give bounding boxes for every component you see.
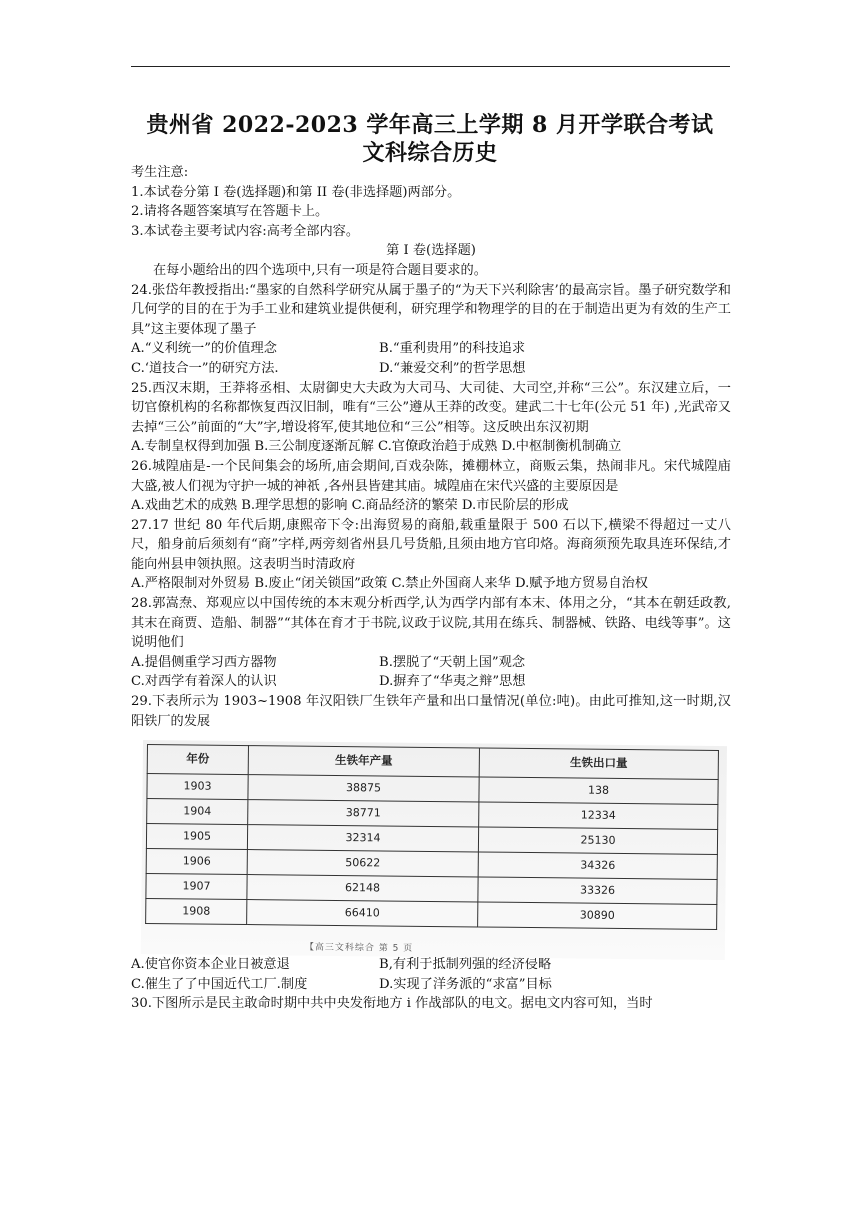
table-cell-export: 30890 bbox=[478, 902, 717, 930]
q29-table-image bbox=[145, 744, 719, 955]
q28-stem: 28.郭嵩焘、郑观应以中国传统的本末观分析西学,认为西学内部有本末、体用之分，“其本在朝廷政教,其末在商贾、造船、制器”“其体在育才于书院,议政于议院,其用在练兵、制器械、铁路、电线等事”。这说明他们 bbox=[131, 596, 731, 651]
table-cell-year: 1907 bbox=[146, 874, 247, 900]
top-rule bbox=[131, 66, 730, 67]
table-header-year: 年份 bbox=[147, 745, 248, 775]
q24-options-row2 bbox=[131, 359, 731, 379]
q24-option-d: D.“兼爱交利”的哲学思想 bbox=[379, 360, 526, 376]
table-cell-year: 1906 bbox=[146, 849, 247, 875]
table-cell-year: 1903 bbox=[147, 774, 248, 800]
exam-title: 贵州省 2022-2023 学年高三上学期 8 月开学联合考试 bbox=[146, 112, 714, 138]
q29-option-d: D.实现了洋务派的“求富”目标 bbox=[379, 976, 552, 992]
exam-body bbox=[131, 163, 731, 1014]
table-cell-year: 1908 bbox=[146, 899, 247, 925]
q30-stem: 30.下图所示是民主敢命时期中共中央发衔地方 i 作战部队的电文。据电文内容可知，当时 bbox=[131, 996, 653, 1012]
table-cell-export: 34326 bbox=[478, 852, 717, 880]
table-cell-output: 32314 bbox=[247, 825, 478, 852]
q29-table bbox=[145, 744, 719, 930]
q27-options: A.严格限制对外贸易 B.废止“闭关锁国”政策 C.禁止外国商人来华 D.赋予地方贸易自治权 bbox=[131, 576, 648, 592]
q24-option-b: B.“重利贵用”的科技追求 bbox=[379, 341, 526, 357]
section-title: 第 I 卷(选择题) bbox=[386, 243, 476, 259]
q29-option-a: A.使官你资本企业日被意退 bbox=[131, 957, 290, 973]
table-cell-output: 62148 bbox=[247, 875, 478, 902]
q24-option-a: A.“义利统一”的价值理念 bbox=[131, 341, 277, 357]
table-cell-year: 1904 bbox=[147, 799, 248, 825]
q29-option-b: B,有利于抵制列强的经济侵略 bbox=[379, 957, 552, 973]
q28-option-b: B.摆脱了“天朝上国”观念 bbox=[379, 654, 526, 670]
q27-stem: 27.17 世纪 80 年代后期,康熙帝下令:出海贸易的商船,载重量限于 500 石以下,横梁不得超过一丈八尺，船身前后须刻有“商”字样,两旁刻省州县几号货船,且须由地方官印烙。海商须预先取具连环保结,才能向州县申领执照。这表明当时清政府 bbox=[131, 517, 731, 572]
q28-option-d: D.摒弃了“华夷之辩”思想 bbox=[379, 674, 526, 690]
notice-item-3: 3.本试卷主要考试内容:高考全部内容。 bbox=[131, 223, 360, 239]
q26-options: A.戏曲艺术的成熟 B.理学思想的影响 C.商品经济的繁荣 D.市民阶层的形成 bbox=[131, 498, 569, 514]
notice-heading: 考生注意: bbox=[131, 165, 189, 180]
table-cell-export: 12334 bbox=[479, 802, 718, 830]
section-instruction: 在每小题给出的四个选项中,只有一项是符合题目要求的。 bbox=[153, 262, 487, 278]
table-cell-export: 33326 bbox=[478, 877, 717, 905]
q29-stem: 29.下表所示为 1903~1908 年汉阳铁厂生铁年产量和出口量情况(单位:吨)。由此可推知,这一时期,汉阳铁厂的发展 bbox=[131, 694, 731, 729]
table-header-output: 生铁年产量 bbox=[248, 746, 479, 777]
table-footer-smudge: 【高三文科综合 第 5 页 bbox=[304, 943, 414, 955]
q29-options-row2 bbox=[131, 975, 731, 995]
q28-options-row2 bbox=[131, 672, 731, 692]
q25-options: A.专制皇权得到加强 B.三公制度逐渐瓦解 C.官僚政治趋于成熟 D.中枢制衡机制确立 bbox=[131, 439, 622, 455]
q28-options-row1 bbox=[131, 653, 731, 673]
exam-subtitle: 文科综合历史 bbox=[362, 140, 498, 166]
notice-item-1: 1.本试卷分第 I 卷(选择题)和第 II 卷(非选择题)两部分。 bbox=[131, 184, 461, 200]
table-cell-output: 38875 bbox=[248, 775, 479, 802]
q24-options-row1 bbox=[131, 339, 731, 359]
table-cell-output: 50622 bbox=[247, 850, 478, 877]
q26-stem: 26.城隍庙是-一个民间集会的场所,庙会期间,百戏杂陈，摊棚林立，商贩云集，热闹非凡。宋代城隍庙大盛,被人们视为守护一城的神祇 ,各州县皆建其庙。城隍庙在宋代兴盛的主要原因是 bbox=[131, 458, 731, 494]
table-cell-export: 138 bbox=[479, 777, 718, 805]
q25-stem: 25.西汉末期，王莽将丞相、太尉御史大夫政为大司马、大司徒、大司空,并称“三公”。东汉建立后，一切官僚机构的名称都恢复西汉旧制，唯有“三公”遵从王莽的改变。建武二十七年(公元 51 年) ,光武帝又去掉“三公”前面的“大”字,增设将军,使其地位和“三公”相等。这反映出东汉初期 bbox=[131, 380, 731, 435]
q24-stem: 24.张岱年教授指出:“墨家的自然科学研究从属于墨子的“为天下兴利除害’的最高宗旨。墨子研究数学和几何学的目的在于为手工业和建筑业提供便利，研究理学和物理学的目的在于制造出更为有效的生产工具”这主要体现了墨子 bbox=[131, 282, 731, 337]
notice-item-2: 2.请将各题答案填写在答题卡上。 bbox=[131, 204, 329, 220]
table-cell-output: 66410 bbox=[247, 900, 478, 927]
q28-option-c: C.对西学有着深人的认识 bbox=[131, 674, 277, 690]
table-cell-export: 25130 bbox=[478, 827, 717, 855]
table-cell-year: 1905 bbox=[146, 824, 247, 850]
table-header-export: 生铁出口量 bbox=[479, 748, 718, 780]
table-cell-output: 38771 bbox=[248, 800, 479, 827]
q29-option-c: C.催生了了中国近代工厂.制度 bbox=[131, 976, 308, 992]
q24-option-c: C.‘道技合一”的研究方法. bbox=[131, 360, 279, 376]
q28-option-a: A.提倡侧重学习西方器物 bbox=[131, 654, 277, 670]
